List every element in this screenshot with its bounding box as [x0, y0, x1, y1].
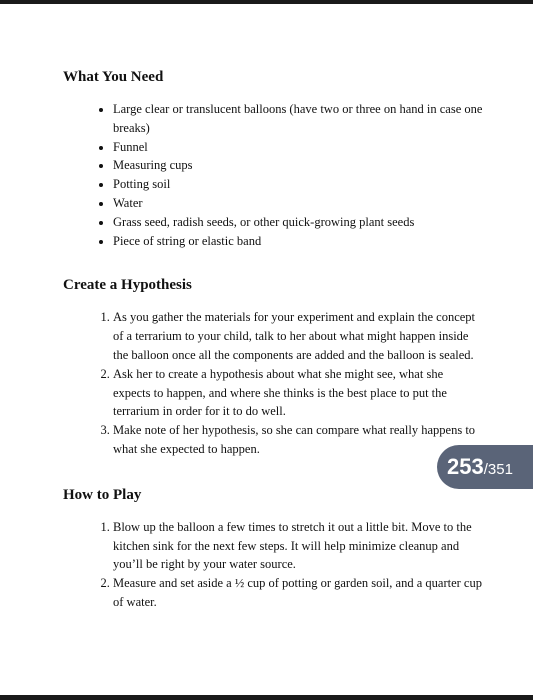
list-item: 3. Make note of her hypothesis, so she can compare what really happens to what she expected to happen. — [113, 421, 483, 459]
page-separator: / — [483, 461, 488, 478]
play-steps-list — [63, 518, 483, 612]
list-item: 1. Blow up the balloon a few times to stretch it out a little bit. Move to the kitchen sink for the next few steps. It will help minimize cleanup and you’ll be right by your water source. — [113, 518, 483, 574]
list-item: • Measuring cups — [113, 156, 483, 175]
list-item: • Water — [113, 194, 483, 213]
list-item: • Grass seed, radish seeds, or other quick-growing plant seeds — [113, 213, 483, 232]
list-item: 2. Ask her to create a hypothesis about what she might see, what she expects to happen, and where she thinks is the best place to put the terrarium in order for it to do well. — [113, 365, 483, 421]
how-to-play-heading: How to Play — [63, 486, 142, 503]
bottom-rule — [0, 695, 533, 700]
hypothesis-steps-list — [63, 308, 483, 458]
total-page-count: 351 — [487, 461, 513, 478]
page-content — [63, 66, 483, 612]
what-you-need-heading: What You Need — [63, 69, 164, 85]
list-item: • Large clear or translucent balloons (have two or three on hand in case one breaks) — [113, 100, 483, 138]
current-page-number: 253 — [447, 454, 484, 479]
list-item: • Funnel — [113, 138, 483, 157]
list-item: 2. Measure and set aside a ½ cup of potting or garden soil, and a quarter cup of water. — [113, 574, 483, 612]
list-item: • Piece of string or elastic band — [113, 232, 483, 251]
create-hypothesis-heading: Create a Hypothesis — [63, 277, 192, 294]
materials-list — [63, 100, 483, 250]
list-item: 1. As you gather the materials for your experiment and explain the concept of a terrarium to your child, talk to her about what might happen inside the balloon once all the components are added and the balloon is sealed. — [113, 308, 483, 364]
list-item: • Potting soil — [113, 175, 483, 194]
top-rule — [0, 0, 533, 4]
page-number-badge[interactable] — [437, 445, 533, 489]
